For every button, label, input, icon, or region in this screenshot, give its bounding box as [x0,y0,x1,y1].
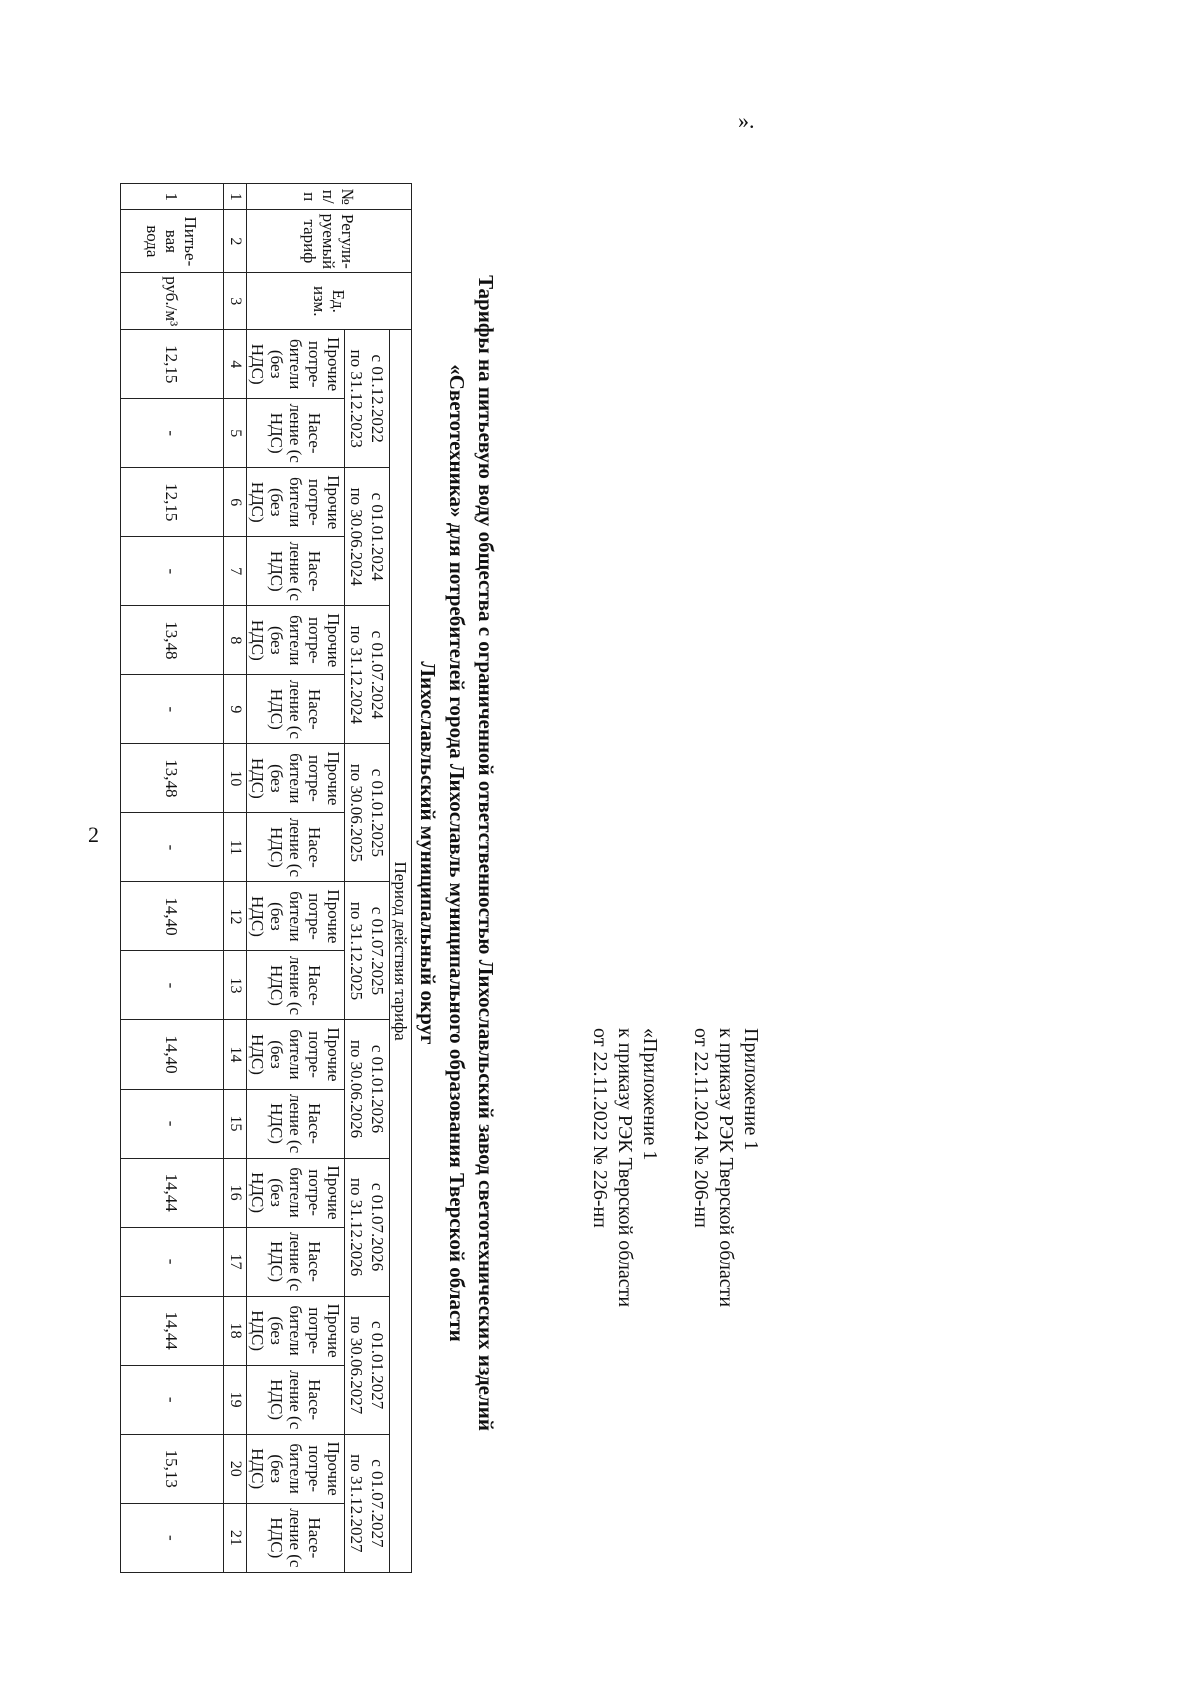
appendix-previous [587,1028,662,1388]
subheader-population: Насе-ление (с НДС) [247,1365,345,1434]
period-cell [345,744,390,882]
column-number-row [224,184,247,1573]
appendix-previous-line: от 22.11.2022 № 226-нп [589,1028,611,1228]
column-number-cell: 19 [224,1365,247,1434]
tariff-value-cell: 14,40 [121,1020,224,1089]
period-from: с 01.01.2026 [368,1044,387,1134]
closing-quote: ». [738,108,755,133]
period-to: по 30.06.2024 [347,487,366,586]
rotated-page-content [5,103,785,1603]
column-number-cell: 12 [224,882,247,951]
column-number-cell: 1 [224,184,247,210]
period-from: с 01.01.2025 [368,768,387,858]
column-number-cell: 10 [224,744,247,813]
subheader-other-consumers: Прочие потре-бители (без НДС) [247,1158,345,1227]
column-number-cell: 20 [224,1434,247,1503]
period-to: по 31.12.2025 [347,901,366,1001]
document-title [413,103,500,1603]
subheader-population: Насе-ление (с НДС) [247,813,345,882]
column-number-cell: 3 [224,273,247,330]
tariff-value-cell: - [121,675,224,744]
period-from: с 01.01.2024 [368,492,387,581]
subheader-population: Насе-ление (с НДС) [247,675,345,744]
appendix-current-line: от 22.11.2024 № 206-нп [690,1028,712,1228]
subheader-population: Насе-ление (с НДС) [247,1227,345,1296]
column-number-cell: 21 [224,1503,247,1572]
subheader-other-consumers: Прочие потре-бители (без НДС) [247,468,345,537]
column-number-cell: 17 [224,1227,247,1296]
appendix-previous-line: «Приложение 1 [639,1028,661,1161]
period-cell [345,606,390,744]
period-to: по 31.12.2023 [347,349,366,448]
period-to: по 31.12.2024 [347,625,366,724]
tariff-value-cell: - [121,813,224,882]
column-number-cell: 5 [224,399,247,468]
tariff-value-cell: 12,15 [121,330,224,399]
period-cell [345,1020,390,1158]
period-to: по 31.12.2026 [347,1177,366,1277]
title-line: Тарифы на питьевую воду общества с ограниченной ответственностью Лихославльский завод светотехнических изделий [474,275,498,1431]
header-unit: Ед. изм. [247,273,412,330]
period-to: по 30.06.2025 [347,763,366,863]
period-from: с 01.07.2026 [368,1182,387,1272]
appendix-current-line: Приложение 1 [740,1028,762,1151]
column-number-cell: 11 [224,813,247,882]
tariff-value-cell: 13,48 [121,744,224,813]
tariff-value-cell: 14,44 [121,1296,224,1365]
column-number-cell: 6 [224,468,247,537]
period-to: по 30.06.2026 [347,1039,366,1139]
appendix-previous-line: к приказу РЭК Тверской области [614,1028,636,1308]
header-number: № п/п [247,184,412,210]
period-row [345,184,390,1573]
tariff-value-cell: 12,15 [121,468,224,537]
period-cell [345,468,390,606]
tariff-value-cell: - [121,1089,224,1158]
subheader-population: Насе-ление (с НДС) [247,951,345,1020]
header-period: Период действия тарифа [390,330,412,1573]
appendix-reference [561,1028,763,1388]
period-cell [345,1296,390,1434]
period-cell [345,1434,390,1572]
row-unit: руб./м³ [121,273,224,330]
period-from: с 01.01.2027 [368,1320,387,1410]
column-number-cell: 8 [224,606,247,675]
subheader-population: Насе-ление (с НДС) [247,1503,345,1572]
column-number-cell: 15 [224,1089,247,1158]
subheader-other-consumers: Прочие потре-бители (без НДС) [247,882,345,951]
appendix-current-line: к приказу РЭК Тверской области [715,1028,737,1308]
subheader-other-consumers: Прочие потре-бители (без НДС) [247,744,345,813]
title-line: Лихославльский муниципальный округ [416,661,440,1045]
tariff-value-cell: - [121,1227,224,1296]
subheader-population: Насе-ление (с НДС) [247,399,345,468]
column-number-cell: 16 [224,1158,247,1227]
period-from: с 01.07.2024 [368,630,387,719]
tariff-value-cell: - [121,399,224,468]
tariff-table [120,183,412,1573]
period-from: с 01.12.2022 [368,354,387,443]
subheader-population: Насе-ление (с НДС) [247,1089,345,1158]
tariff-value-cell: 14,44 [121,1158,224,1227]
column-number-cell: 9 [224,675,247,744]
subheader-other-consumers: Прочие потре-бители (без НДС) [247,606,345,675]
title-line: «Светотехника» для потребителей города Лихославль муниципального образования Тверской области [445,364,469,1342]
column-number-cell: 4 [224,330,247,399]
subheader-row [247,184,345,1573]
column-number-cell: 14 [224,1020,247,1089]
period-from: с 01.07.2027 [368,1459,387,1548]
subheader-other-consumers: Прочие потре-бители (без НДС) [247,1020,345,1089]
subheader-other-consumers: Прочие потре-бители (без НДС) [247,1434,345,1503]
period-to: по 30.06.2027 [347,1315,366,1415]
tariff-value-cell: - [121,951,224,1020]
header-tariff: Регули-руемый тариф [247,210,412,273]
column-number-cell: 7 [224,537,247,606]
page-number: 2 [88,822,99,847]
row-tariff: Питье-вая вода [121,210,224,273]
tariff-value-cell: 15,13 [121,1434,224,1503]
period-from: с 01.07.2025 [368,906,387,996]
tariff-value-cell: 13,48 [121,606,224,675]
period-to: по 31.12.2027 [347,1454,366,1553]
subheader-other-consumers: Прочие потре-бители (без НДС) [247,1296,345,1365]
period-cell [345,1158,390,1296]
row-number: 1 [121,184,224,210]
tariff-value-cell: 14,40 [121,882,224,951]
column-number-cell: 18 [224,1296,247,1365]
tariff-value-cell: - [121,1365,224,1434]
tariff-value-cell: - [121,537,224,606]
subheader-other-consumers: Прочие потре-бители (без НДС) [247,330,345,399]
table-row [121,184,224,1573]
subheader-population: Насе-ление (с НДС) [247,537,345,606]
period-cell [345,330,390,468]
column-number-cell: 2 [224,210,247,273]
column-number-cell: 13 [224,951,247,1020]
tariff-value-cell: - [121,1503,224,1572]
period-cell [345,882,390,1020]
appendix-current [688,1028,763,1388]
